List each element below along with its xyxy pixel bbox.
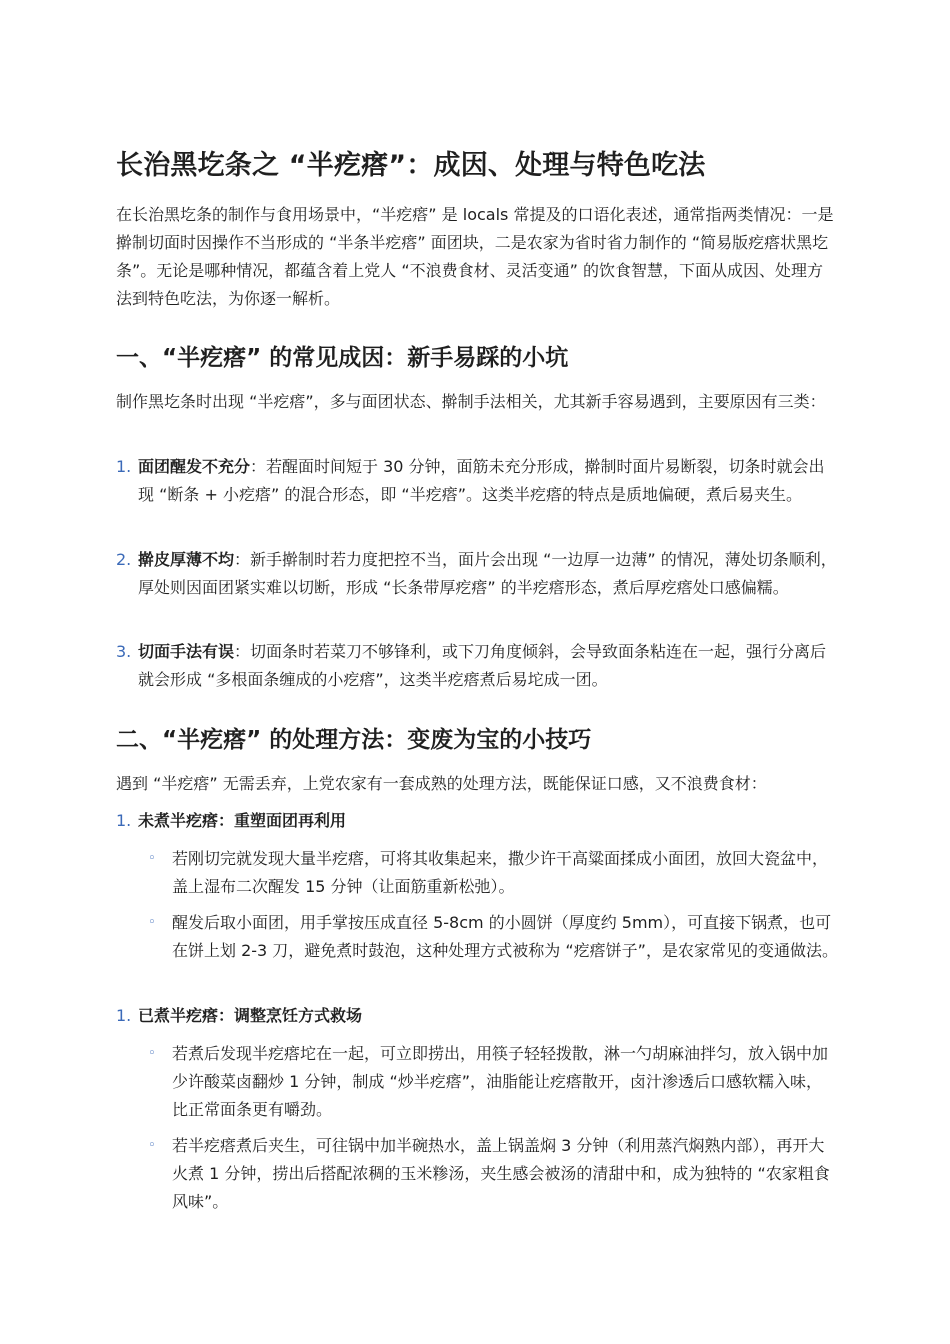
cause-text: ：切面条时若菜刀不够锋利，或下刀角度倾斜，会导致面条粘连在一起，强行分离后就会形成 “多根面条缠成的小疙瘩”，这类半疙瘩煮后易坨成一团。	[138, 642, 827, 689]
bullet-text: 若刚切完就发现大量半疙瘩，可将其收集起来，撒少许干高粱面揉成小面团，放回大瓷盆中，盖上湿布二次醒发 15 分钟（让面筋重新松弛）。	[172, 849, 829, 896]
bullet-icon: ◦	[148, 851, 156, 866]
cause-text: ：新手擀制时若力度把控不当，面片会出现 “一边厚一边薄” 的情况，薄处切条顺利，厚处则因面团紧实难以切断，形成 “长条带厚疙瘩” 的半疙瘩形态，煮后厚疙瘩处口感偏糯。	[138, 550, 837, 597]
bullet-icon: ◦	[148, 1138, 156, 1153]
list-number: 1.	[116, 811, 132, 830]
bullet-text: 若半疙瘩煮后夹生，可往锅中加半碗热水，盖上锅盖焖 3 分钟（利用蒸汽焖熟内部），再开大火煮 1 分钟，捞出后搭配浓稠的玉米糁汤，夹生感会被汤的清甜中和，成为独特的 “农家粗食风味”。	[172, 1136, 830, 1211]
cause-text: ：若醒面时间短于 30 分钟，面筋未充分形成，擀制时面片易断裂，切条时就会出现 “断条 + 小疙瘩” 的混合形态，即 “半疙瘩”。这类半疙瘩的特点是质地偏硬，煮后易夹生。	[138, 457, 825, 504]
section2-heading: 二、“半疙瘩” 的处理方法：变废为宝的小技巧	[116, 727, 592, 753]
bullet-icon: ◦	[148, 915, 156, 930]
list-number: 3.	[116, 642, 132, 661]
list-number: 1.	[116, 1006, 132, 1025]
cause-term: 面团醒发不充分	[138, 457, 251, 476]
section1-heading: 一、“半疙瘩” 的常见成因：新手易踩的小坑	[116, 345, 569, 371]
list-number: 1.	[116, 457, 132, 476]
bullet-text: 醒发后取小面团，用手掌按压成直径 5-8cm 的小圆饼（厚度约 5mm），可直接下锅煮，也可在饼上划 2-3 刀，避免煮时鼓泡，这种处理方式被称为 “疙瘩饼子”，是农家常见的变通做法。	[172, 913, 838, 960]
cause-term: 切面手法有误	[138, 642, 235, 661]
bullet-text: 若煮后发现半疙瘩坨在一起，可立即捞出，用筷子轻轻拨散，淋一勺胡麻油拌匀，放入锅中加少许酸菜卤翻炒 1 分钟，制成 “炒半疙瘩”，油脂能让疙瘩散开，卤汁渗透后口感软糯入味，比正常面条更有嚼劲。	[172, 1044, 829, 1119]
method-title: 未煮半疙瘩：重塑面团再利用	[138, 811, 347, 830]
section2-lead: 遇到 “半疙瘩” 无需丢弃，上党农家有一套成熟的处理方法，既能保证口感，又不浪费食材：	[116, 774, 767, 793]
method-title: 已煮半疙瘩：调整烹饪方式救场	[138, 1006, 363, 1025]
page-title: 长治黑圪条之 “半疙瘩”：成因、处理与特色吃法	[116, 150, 706, 181]
list-number: 2.	[116, 550, 132, 569]
intro-paragraph: 在长治黑圪条的制作与食用场景中，“半疙瘩” 是 locals 常提及的口语化表述，通常指两类情况：一是擀制切面时因操作不当形成的 “半条半疙瘩” 面团块，二是农家为省时省力制作的 “简易版疙瘩状黑圪条”。无论是哪种情况，都蕴含着上党人 “不浪费食材、灵活变通” 的饮食智慧，下面从成因、处理方法到特色吃法，为你逐一解析。	[116, 205, 834, 308]
section1-lead: 制作黑圪条时出现 “半疙瘩”，多与面团状态、擀制手法相关，尤其新手容易遇到，主要原因有三类：	[116, 392, 826, 411]
cause-term: 擀皮厚薄不均	[138, 550, 235, 569]
bullet-icon: ◦	[148, 1046, 156, 1061]
